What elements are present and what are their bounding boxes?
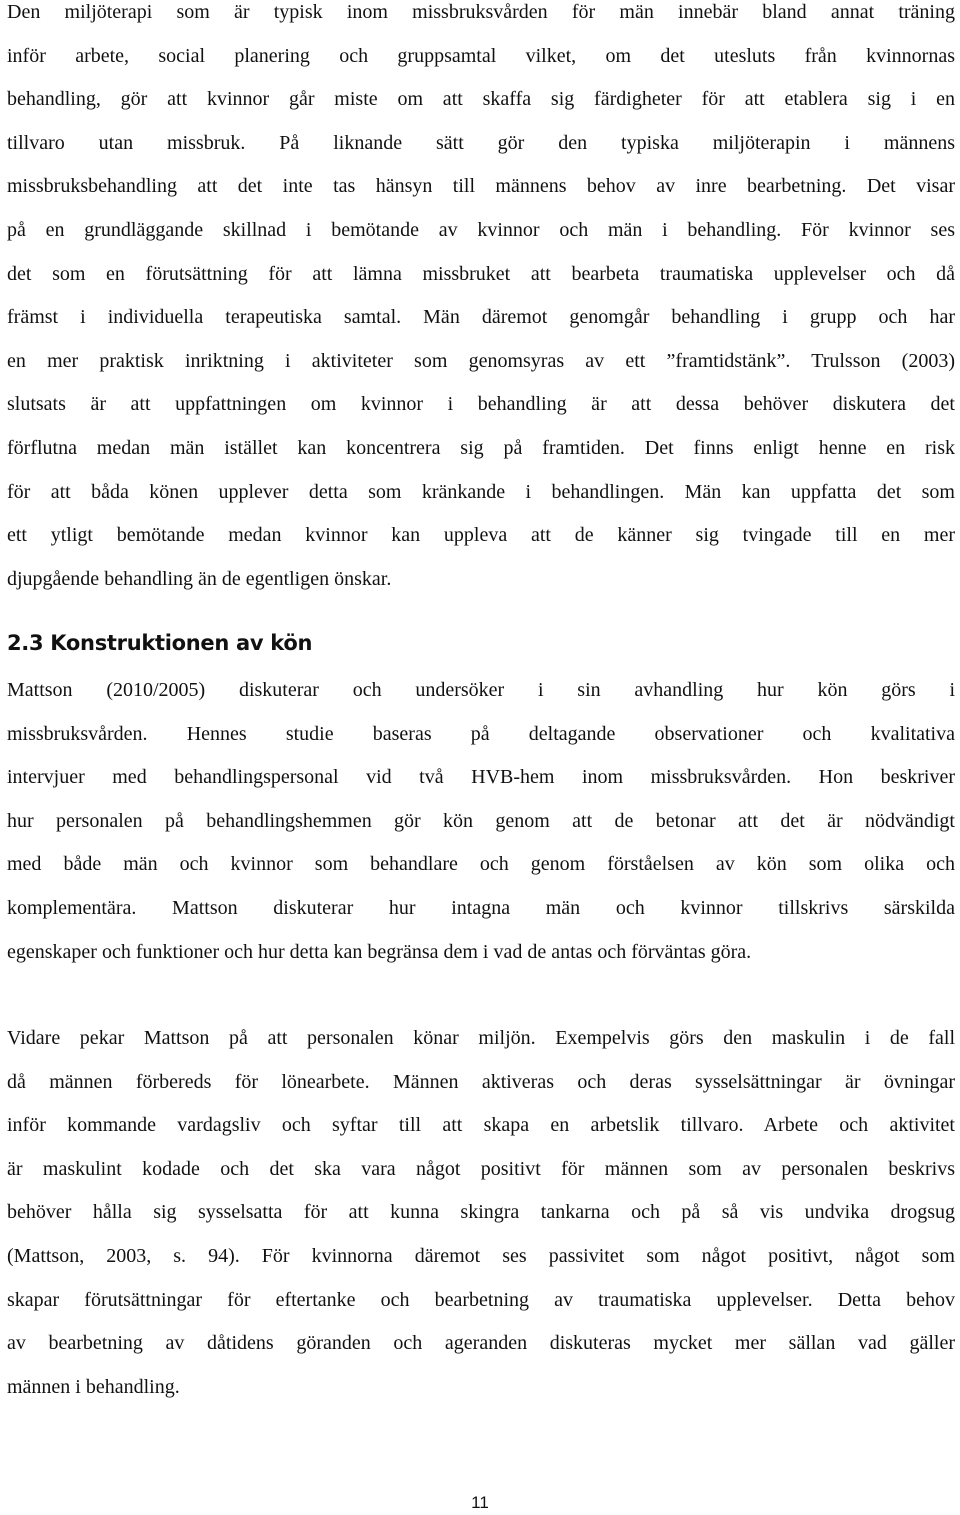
body-paragraph-2 bbox=[7, 669, 955, 974]
text-line: en mer praktisk inriktning i aktiviteter som genomsyras av ett ”framtidstänk”. Trulsson (2003) bbox=[7, 349, 955, 372]
text-line: Den miljöterapi som är typisk inom missbruksvården för män innebär bland annat träning bbox=[7, 1, 955, 23]
text-line: är maskulint kodade och det ska vara något positivt för männen som av personalen beskrivs bbox=[7, 1157, 955, 1180]
text-line: slutsats är att uppfattningen om kvinnor i behandling är att dessa behöver diskutera det bbox=[7, 393, 955, 416]
text-line: behandling, gör att kvinnor går miste om att skaffa sig färdigheter för att etablera sig i en bbox=[7, 88, 955, 111]
text-line: hur personalen på behandlingshemmen gör kön genom att de betonar att det är nödvändigt bbox=[7, 809, 955, 832]
text-line: ett ytligt bemötande medan kvinnor kan uppleva att de känner sig tvingade till en mer bbox=[7, 524, 955, 547]
text-line: Vidare pekar Mattson på att personalen könar miljön. Exempelvis görs den maskulin i de fall bbox=[7, 1027, 955, 1049]
page-number: 11 bbox=[471, 1493, 489, 1512]
body-paragraph-1 bbox=[7, 0, 955, 601]
text-line: förflutna medan män istället kan koncentrera sig på framtiden. Det finns enligt henne en risk bbox=[7, 436, 955, 459]
text-line: inför arbete, social planering och gruppsamtal vilket, om det utesluts från kvinnornas bbox=[7, 44, 955, 67]
text-line: det som en förutsättning för att lämna missbruket att bearbeta traumatiska upplevelser och då bbox=[7, 262, 955, 285]
text-line: för att båda könen upplever detta som kränkande i behandlingen. Män kan uppfatta det som bbox=[7, 480, 955, 503]
section-heading: 2.3 Konstruktionen av kön bbox=[7, 631, 313, 655]
text-line: intervjuer med behandlingspersonal vid två HVB-hem inom missbruksvården. Hon beskriver bbox=[7, 766, 955, 789]
body-paragraph-3 bbox=[7, 1017, 955, 1409]
text-line: av bearbetning av dåtidens göranden och ageranden diskuteras mycket mer sällan vad gäller bbox=[7, 1332, 955, 1355]
text-line: Mattson (2010/2005) diskuterar och undersöker i sin avhandling hur kön görs i bbox=[7, 679, 955, 701]
text-line: (Mattson, 2003, s. 94). För kvinnorna däremot ses passivitet som något positivt, något som bbox=[7, 1244, 955, 1267]
text-line: djupgående behandling än de egentligen önskar. bbox=[7, 567, 392, 590]
text-line: skapar förutsättningar för eftertanke och bearbetning av traumatiska upplevelser. Detta behov bbox=[7, 1288, 955, 1311]
text-line: främst i individuella terapeutiska samtal. Män däremot genomgår behandling i grupp och har bbox=[7, 306, 955, 329]
text-line: då männen förbereds för lönearbete. Männen aktiveras och deras sysselsättningar är övningar bbox=[7, 1070, 955, 1093]
text-line: männen i behandling. bbox=[7, 1375, 180, 1398]
text-line: missbruksvården. Hennes studie baseras på deltagande observationer och kvalitativa bbox=[7, 722, 955, 745]
text-line: med både män och kvinnor som behandlare och genom förståelsen av kön som olika och bbox=[7, 853, 955, 876]
text-line: på en grundläggande skillnad i bemötande av kvinnor och män i behandling. För kvinnor ses bbox=[7, 218, 955, 241]
text-line: missbruksbehandling att det inte tas hänsyn till männens behov av inre bearbetning. Det visar bbox=[7, 175, 955, 198]
text-line: tillvaro utan missbruk. På liknande sätt gör den typiska miljöterapin i männens bbox=[7, 131, 955, 154]
text-line: behöver hålla sig sysselsatta för att kunna skingra tankarna och på så vis undvika drogsug bbox=[7, 1201, 955, 1224]
text-line: komplementära. Mattson diskuterar hur intagna män och kvinnor tillskrivs särskilda bbox=[7, 896, 955, 919]
text-line: egenskaper och funktioner och hur detta kan begränsa dem i vad de antas och förväntas göra. bbox=[7, 940, 752, 963]
text-line: inför kommande vardagsliv och syftar till att skapa en arbetslik tillvaro. Arbete och aktivitet bbox=[7, 1114, 955, 1137]
